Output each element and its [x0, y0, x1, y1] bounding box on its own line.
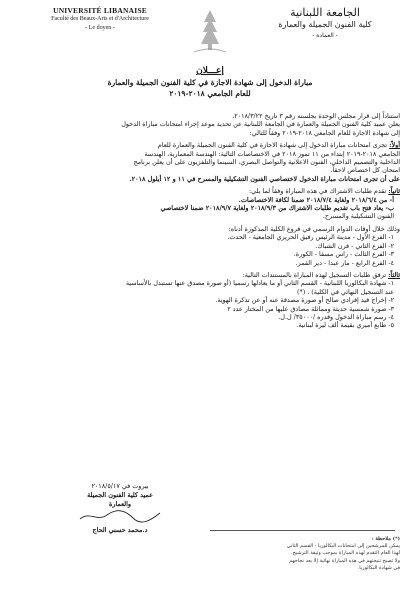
- branch-item: ١- الفرع الأول - مدينة الرئيس رفيق الحريري الجامعية - الحدث.: [227, 233, 394, 242]
- announcement-body: [20, 112, 400, 330]
- document-item: ٢- إخراج قيد إفرادي صالح أو صورة مصدقة عنه أو عن تذكرة الهوية.: [215, 296, 394, 305]
- section-second-intro: تقدم طلبات الاشتراك في هذه المباراة وفقاً لما يلي:: [249, 187, 387, 196]
- dean-office-ar: - العمادة -: [312, 32, 338, 39]
- section-first: [20, 141, 400, 149]
- application-period: أ- من ٢٠١٨/٦/٤ ولغاية ٢٠١٨/٧/٤ ضمنا لكافة الاختصاصات.: [238, 195, 394, 204]
- branch-item: ٣- الفرع الثالث - راس مسقا - الكورة.: [293, 250, 394, 259]
- title-year: للعام الجامعي ٢٠١٨-٢٠١٩: [169, 89, 251, 98]
- signature-name: د.محمد حسني الحاج: [92, 526, 148, 534]
- section-first-line: امتحان كل اختصاص لاحقاً.: [330, 166, 400, 175]
- university-name-ar: الجامعة اللبنانية: [290, 6, 360, 19]
- footnote-line: لهذا العام التقدم لهذه المباراة بموجب وثيقة الترشيح.: [291, 550, 400, 557]
- dean-office-fr: - Le doyen -: [85, 25, 115, 31]
- branches-intro: وذلك خلال أوقات الدوام الرسمي في فروع الكلية المذكورة أدناه:: [228, 224, 400, 233]
- faculty-name-ar: كلية الفنون الجميلة والعمارة: [278, 20, 372, 29]
- document-item: عند التسجيل النهائي في الكلية) . (*): [297, 287, 394, 296]
- title-exam: مباراة الدخول إلى شهادة الاجازة في كلية الفنون الجميلة والعمارة: [107, 78, 313, 87]
- title-announcement: إعـــلان: [196, 66, 224, 76]
- section-first-line: الجامعي ٢٠١٨-٢٠١٩ إبتداء من ١١ تموز ٢٠١٨ في الاختصاصات التالية: الهندسة المعمارية، الهندسة: [144, 149, 400, 158]
- application-period: الفنون التشكيلية والمسرح.: [322, 212, 394, 221]
- signature-date: بيروت في ٢٠١٨/٥/١٧: [91, 482, 149, 490]
- section-first-extra: على أن تجرى امتحانات مباراة الدخول لاختصاصي الفنون التشكيلية والمسرح في ١١ و ١٢ أيلول ٢٠١٨.: [129, 174, 400, 183]
- section-second: [20, 187, 400, 195]
- signature-title: عميد كلية الفنون الجميلة: [87, 491, 153, 499]
- university-name-fr: UNIVERSITÉ LIBANAISE: [53, 6, 147, 15]
- section-third-intro: ترفق طلبات التسجيل لهذه المباراة بالمستندات التالية:: [242, 270, 387, 279]
- section-first-text: تجرى امتحانات مباراة الدخول إلى شهادة الاجازة في كلية الفنون الجميلة والعمارة للعام: [157, 141, 388, 150]
- footnote-line: يمكن للمرشحين إلى امتحانات البكالوريا - القسم الثاني: [286, 543, 400, 550]
- section-first-label: أولاً:: [389, 141, 400, 150]
- signature-block: [60, 482, 180, 535]
- branch-item: ٤- الفرع الرابع - مار عبدا - دير القمر.: [295, 258, 394, 267]
- footnote-line: ولا تصبح نتيجتهم في هذه المباراة نهائية إلا بعد نجاحهم: [289, 557, 400, 564]
- signature-title: والعمارة: [109, 500, 131, 508]
- intro-line: إلى شهادة الاجازة للعام الجامعي ٢٠١٨-٢٠١٩ وفقاً للتالي:: [249, 128, 400, 137]
- university-emblem-icon: [186, 6, 234, 58]
- branch-item: ٢- الفرع الثاني - فرن الشباك.: [315, 241, 394, 250]
- faculty-name-fr: Faculté des Beaux-Arts et d'Architecture: [51, 16, 149, 22]
- handwritten-signature-icon: [75, 509, 165, 523]
- document-item: ٣- صورة شمسية حديثة ومماثلة مصادق عليها من المختار عدد ٢: [227, 304, 394, 313]
- header-french: [30, 6, 170, 33]
- footnote-label: (*) ملاحظة :: [371, 536, 400, 542]
- intro-line: يعلن عميد كلية الفنون الجميلة والعمارة في الجامعة اللبنانية عن تحديد موعد إجراء امتحانات مباراة الدخول: [121, 120, 400, 129]
- application-period: ب- يعاد فتح باب تقديم طلبات الاشتراك من ٢٠١٨/٩/٣ ولغاية ٢٠١٨/٩/٧ ضمنا لاختصاصي: [160, 204, 394, 213]
- note-divider: [210, 530, 395, 531]
- document-item: ٤- رسم مباراة الدخول وقدره /٣٥٠٠٠/ ل.ل.: [278, 312, 394, 321]
- document-item: ١- شهادة البكالوريا اللبنانية - القسم الثاني أو ما يعادلها رسميا (أو صورة مصدق عنها تستبدل بالأساسية: [125, 279, 394, 288]
- header-arabic: [250, 6, 400, 41]
- footnote: [200, 536, 400, 572]
- section-first-line: الداخلية والتصميم الداخلي، الفنون الاعلانية والتواصل البصري، السينما والتلفزيون على أن يعلن برنامج: [133, 158, 400, 167]
- intro-line: استناداً إلى قرار مجلس الوحدة بجلسته رقم ٣ تاريخ ٢٠١٨/٣/٢٢،: [232, 112, 400, 120]
- document-item: ٥- طابع أميري بقيمة ألف ليرة لبنانية.: [296, 321, 394, 330]
- section-second-label: ثانياً:: [388, 187, 400, 196]
- announcement-title: [0, 66, 420, 99]
- footnote-line: في شهادة البكالوريا.: [357, 564, 400, 571]
- section-third-label: ثالثاً:: [388, 270, 400, 279]
